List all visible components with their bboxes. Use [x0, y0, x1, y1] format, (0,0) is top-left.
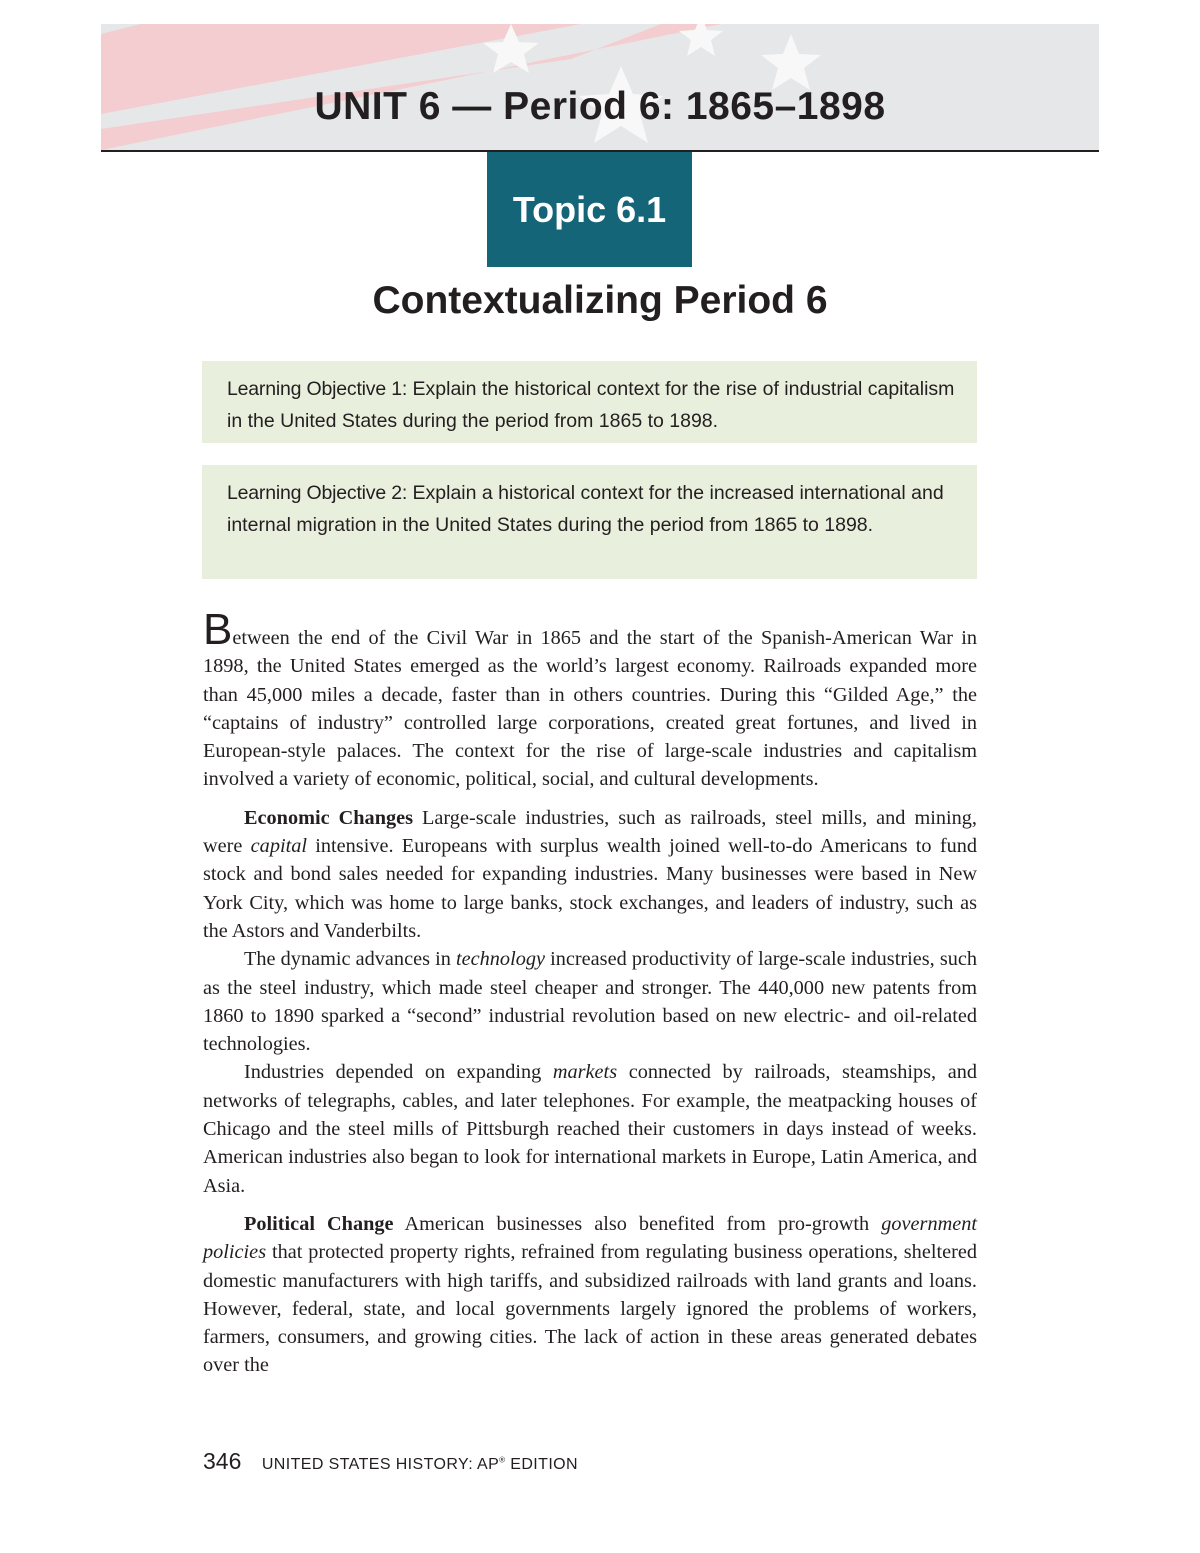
unit-title: UNIT 6 — Period 6: 1865–1898 — [314, 85, 886, 128]
page-footer — [203, 1448, 578, 1475]
paragraph-text: Industries depended on expanding — [244, 1061, 553, 1084]
paragraph-political-change — [203, 1210, 977, 1380]
learning-objective-1 — [202, 361, 977, 443]
objective-text: Explain a historical context for the increased international and internal migration in the United States during the period from 1865 to 1898. — [227, 482, 944, 536]
key-term: markets — [552, 1061, 618, 1084]
paragraph-text: that protected property rights, refrained from regulating business operations, sheltered domestic manufacturers with high tariffs, and subsidized railroads with land grants and loans. However, federal, state, and local governments largely ignored the problems of workers, farmers, consumers, and growing cities. The lack of action in these areas generated debates over the — [203, 1241, 977, 1377]
key-term: capital — [250, 835, 307, 858]
section-heading: Political Change — [244, 1212, 394, 1235]
page-number: 346 — [203, 1448, 242, 1474]
topic-label: Topic 6.1 — [512, 188, 667, 230]
paragraph-text: intensive. Europeans with surplus wealth joined well-to-do Americans to fund stock and bond sales needed for expanding industries. Many businesses were based in New York City, which was home to large banks, stock exchanges, and leaders of industry, such as the Astors and Vanderbilts. — [203, 835, 977, 942]
book-title — [262, 1456, 578, 1473]
paragraph-text: increased productivity of large-scale industries, such as the steel industry, which made steel cheaper and stronger. The 440,000 new patents from 1860 to 1890 sparked a “second” industrial revolution based on new electric- and oil-related technologies. — [203, 948, 977, 1056]
paragraph-text: etween the end of the Civil War in 1865 and the start of the Spanish-American War in 1898, the United States emerged as the world’s largest economy. Railroads expanded more than 45,000 miles a decade, faster than in others countries. During this “Gilded Age,” the “captains of industry” controlled large corporations, created great fortunes, and lived in European-style palaces. The context for the rise of large-scale industries and capitalism involved a variety of economic, political, social, and cultural developments. — [203, 627, 977, 791]
paragraph-text: Large-scale industries, such as railroads, steel mills, and mining, were — [203, 806, 977, 858]
page-title: Contextualizing Period 6 — [372, 279, 828, 322]
body-text — [203, 605, 978, 1390]
book-title-text: UNITED STATES HISTORY: AP — [261, 1456, 500, 1473]
paragraph-text: connected by railroads, steamships, and networks of telegraphs, cables, and later telephones. For example, the meatpacking houses of Chicago and the steel mills of Pittsburgh reached their customers in days instead of weeks. American industries also began to look for international markets in Europe, Latin America, and Asia. — [203, 1061, 977, 1197]
objective-label: Learning Objective 1: — [227, 378, 408, 400]
objective-text: Explain the historical context for the rise of industrial capitalism in the United States during the period from 1865 to 1898. — [227, 378, 955, 432]
learning-objective-2 — [202, 465, 977, 579]
paragraph-intro — [203, 605, 977, 794]
book-title-suffix: EDITION — [505, 1456, 578, 1473]
registered-mark: ® — [499, 1455, 506, 1465]
paragraph-technology — [203, 945, 977, 1058]
paragraph-text: The dynamic advances in — [244, 948, 457, 971]
paragraph-text: American businesses also benefited from pro-growth — [393, 1212, 882, 1235]
paragraph-economic-changes — [203, 804, 977, 945]
section-heading: Economic Changes — [244, 806, 414, 829]
objective-label: Learning Objective 2: — [227, 482, 408, 504]
topic-badge — [487, 152, 692, 267]
paragraph-markets — [203, 1058, 977, 1199]
key-term: technology — [456, 948, 545, 971]
drop-cap: B — [203, 605, 233, 654]
key-term: government policies — [203, 1212, 978, 1264]
